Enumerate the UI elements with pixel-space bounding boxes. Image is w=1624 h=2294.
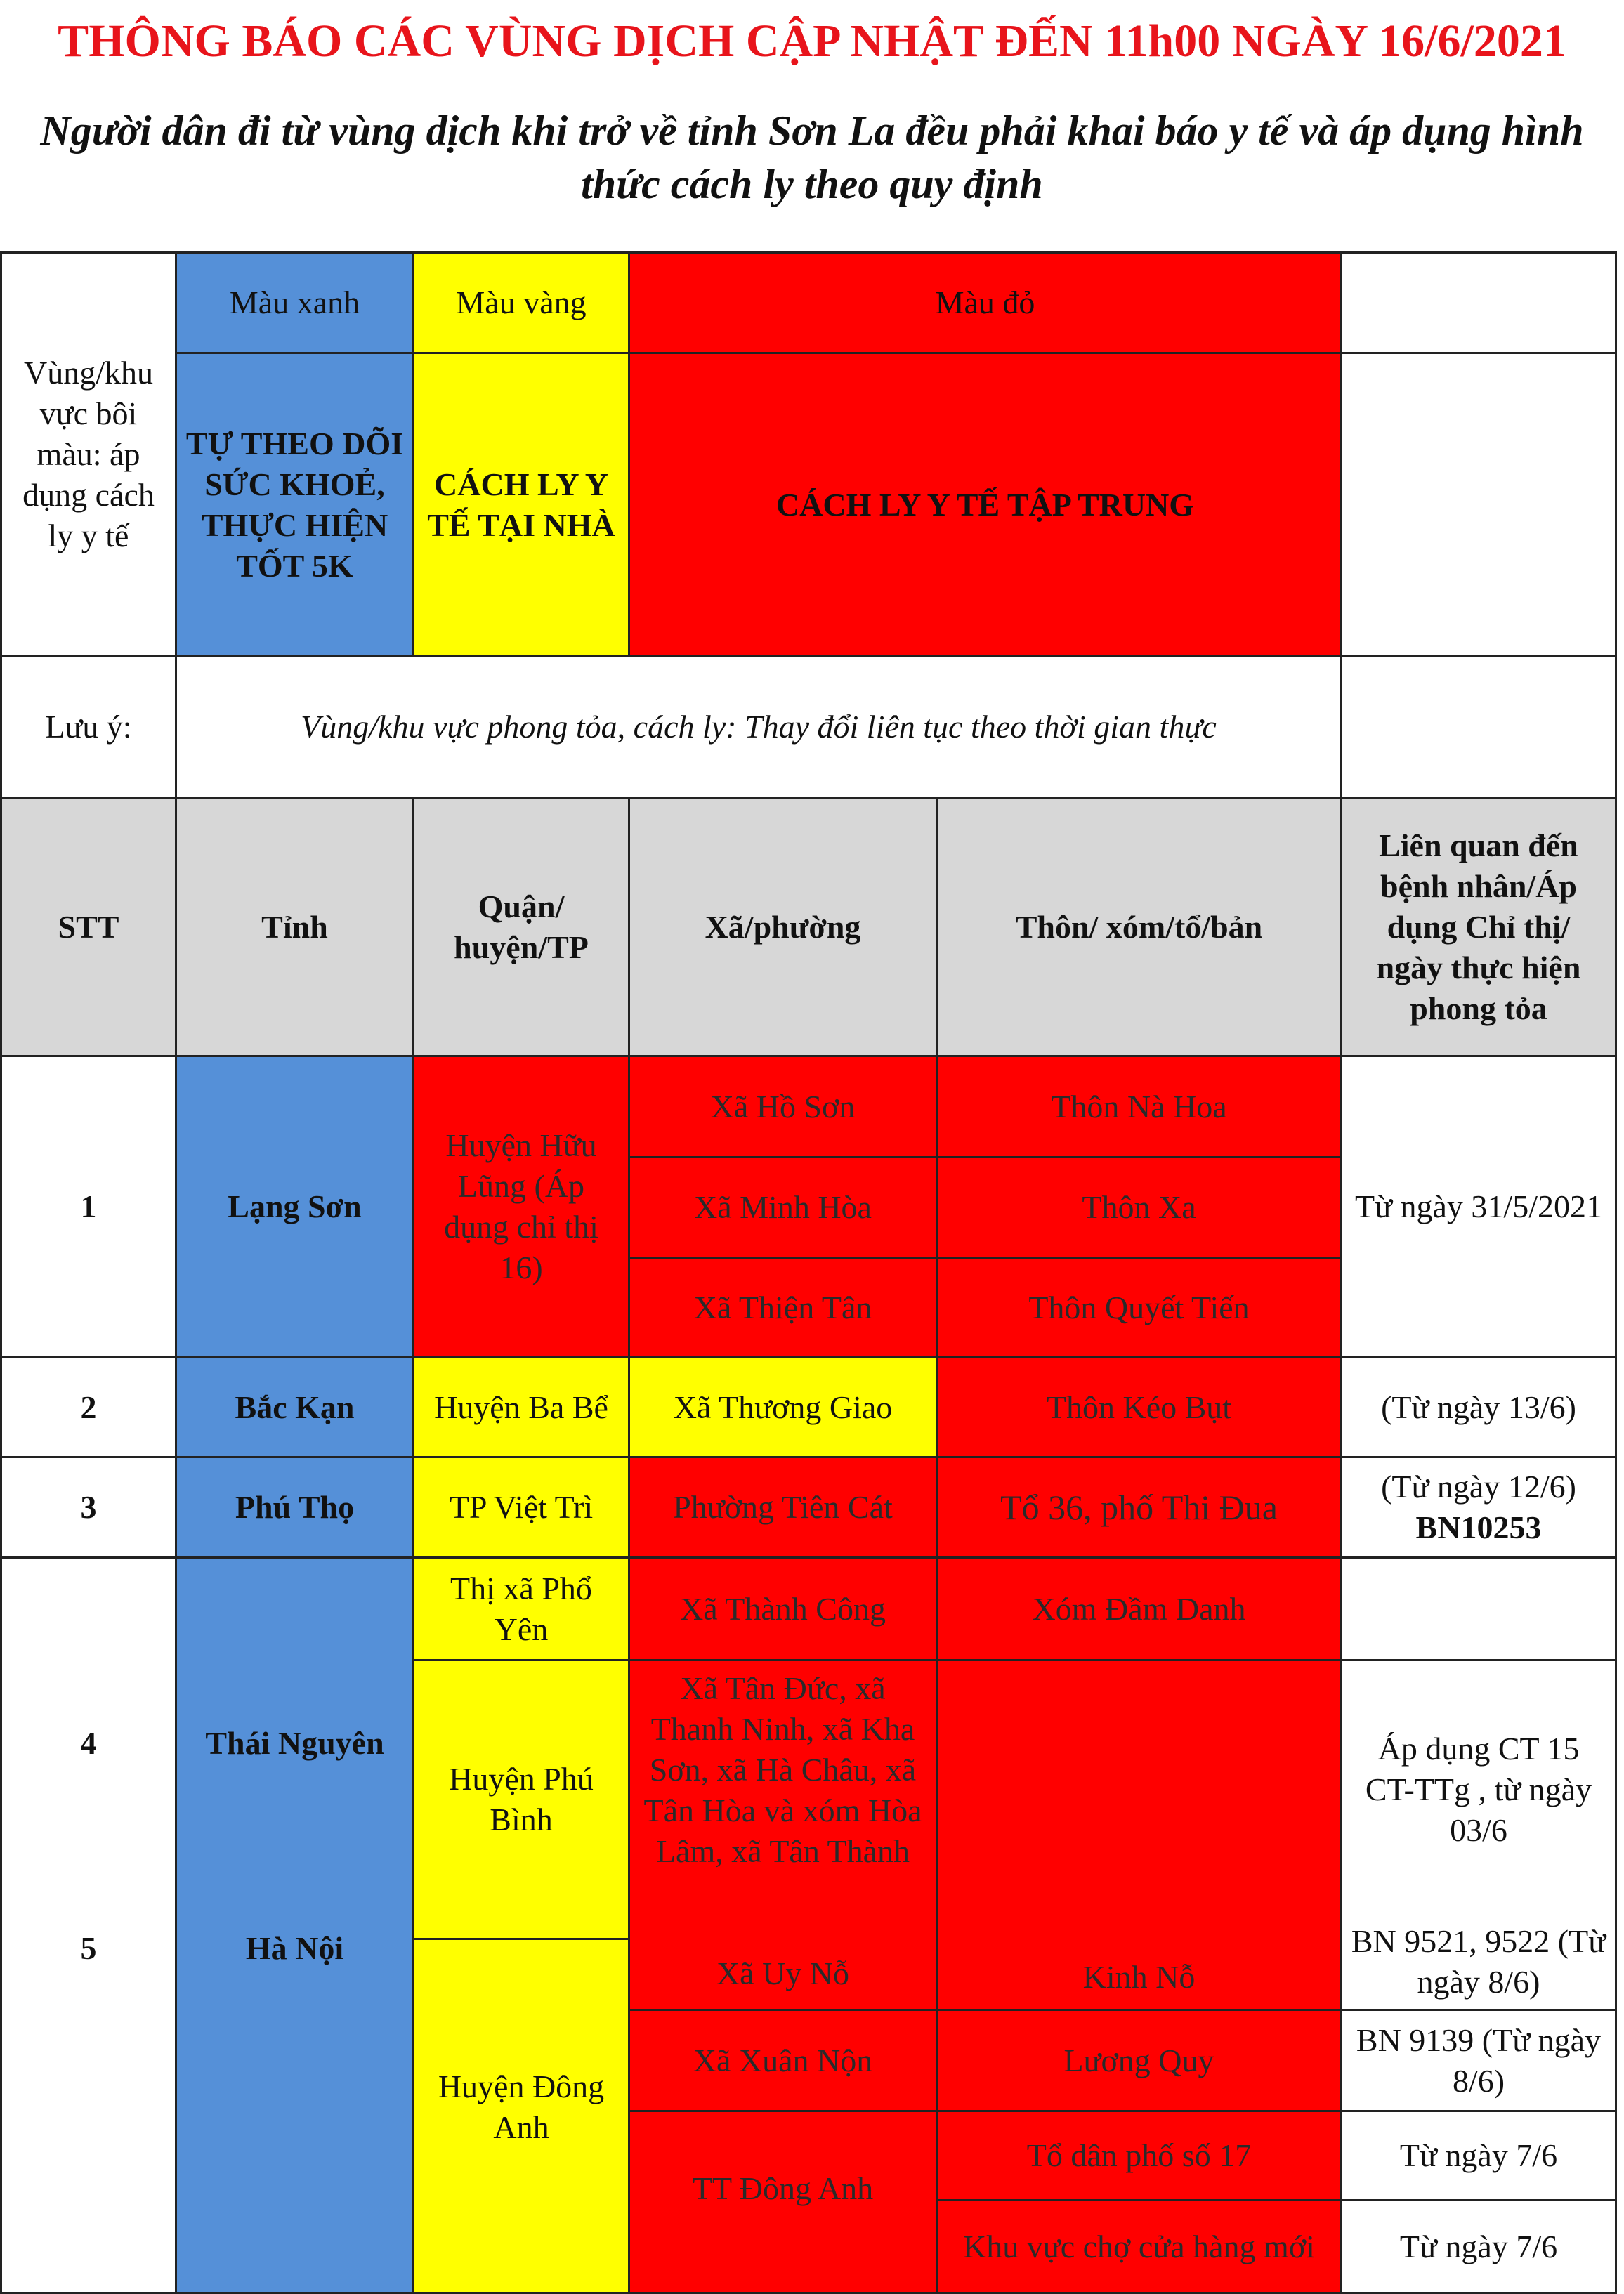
row5-related-4: Từ ngày 7/6: [1340, 2199, 1617, 2294]
row2-commune: Xã Thương Giao: [628, 1356, 938, 1458]
row2-village: Thôn Kéo Bụt: [936, 1356, 1342, 1458]
row5-related-3: Từ ngày 7/6: [1340, 2110, 1617, 2201]
row1-commune-1: Xã Hồ Sơn: [628, 1055, 938, 1158]
row4-related-b: [1340, 1659, 1617, 2011]
row4-related-text: Áp dụng CT 15 CT-TTg , từ ngày 03/6: [1365, 1731, 1592, 1848]
row2-district: Huyện Ba Bể: [412, 1356, 630, 1458]
row1-district: Huyện Hữu Lũng (Áp dụng chỉ thị 16): [412, 1055, 630, 1358]
legend-green-action: TỰ THEO DÕI SỨC KHOẺ, THỰC HIỆN TỐT 5K: [175, 352, 414, 657]
row5-village-4: Khu vực chợ cửa hàng mới: [936, 2199, 1342, 2294]
row5-related-2: BN 9139 (Từ ngày 8/6): [1340, 2009, 1617, 2112]
row5-commune-3: TT Đông Anh: [628, 2110, 938, 2294]
page-title: THÔNG BÁO CÁC VÙNG DỊCH CẬP NHẬT ĐẾN 11h00 NGÀY 16/6/2021: [58, 15, 1566, 67]
row1-village-1: Thôn Nà Hoa: [936, 1055, 1342, 1158]
row4-village-a: Xóm Đầm Danh: [936, 1556, 1342, 1661]
row5-province: Hà Nội: [245, 1930, 344, 1966]
row45-village-merged: [936, 1659, 1342, 2011]
legend-row-label: Vùng/khu vực bôi màu: áp dụng cách ly y tế: [0, 251, 177, 657]
row1-village-2: Thôn Xa: [936, 1156, 1342, 1259]
row5-commune-2: Xã Xuân Nộn: [628, 2009, 938, 2112]
legend-empty-cell: [1340, 251, 1617, 354]
row5-village-2: Lương Quy: [936, 2009, 1342, 2112]
row1-commune-2: Xã Minh Hòa: [628, 1156, 938, 1259]
row5-commune-1: Xã Uy Nỗ: [628, 1938, 938, 2011]
legend-red-label: Màu đỏ: [628, 251, 1342, 354]
header-village: Thôn/ xóm/tổ/bản: [936, 797, 1342, 1057]
note-label: Lưu ý:: [0, 655, 177, 799]
row3-province: Phú Thọ: [175, 1456, 414, 1559]
row1-province: Lạng Sơn: [175, 1055, 414, 1358]
row3-related-text: [1351, 1467, 1606, 1548]
row2-province: Bắc Kạn: [175, 1356, 414, 1458]
row3-district: TP Việt Trì: [412, 1456, 630, 1559]
legend-red-action: CÁCH LY Y TẾ TẬP TRUNG: [628, 352, 1342, 657]
row4-province: Thái Nguyên: [205, 1725, 384, 1761]
row1-stt: 1: [0, 1055, 177, 1358]
note-text: Vùng/khu vực phong tỏa, cách ly: Thay đổi liên tục theo thời gian thực: [175, 655, 1342, 799]
row45-province: [175, 1556, 414, 2294]
header-commune: Xã/phường: [628, 797, 938, 1057]
row2-stt: 2: [0, 1356, 177, 1458]
row4-district-a: Thị xã Phổ Yên: [412, 1556, 630, 1661]
row4-stt: 4: [80, 1725, 97, 1761]
row5-village-3: Tổ dân phố số 17: [936, 2110, 1342, 2201]
legend-green-label: Màu xanh: [175, 251, 414, 354]
row1-related: Từ ngày 31/5/2021: [1340, 1055, 1617, 1358]
row4-commune-a: Xã Thành Công: [628, 1556, 938, 1661]
row4-related-a: [1340, 1556, 1617, 1661]
header-stt: STT: [0, 797, 177, 1057]
row45-stt: [0, 1556, 177, 2294]
row1-commune-3: Xã Thiện Tân: [628, 1257, 938, 1358]
row5-village-1: Kinh Nỗ: [1082, 1959, 1196, 1995]
row4-district-b: Huyện Phú Bình: [412, 1659, 630, 1940]
note-empty-cell: [1340, 655, 1617, 799]
legend-yellow-action: CÁCH LY Y TẾ TẠI NHÀ: [412, 352, 630, 657]
row2-related: (Từ ngày 13/6): [1340, 1356, 1617, 1458]
row1-village-3: Thôn Quyết Tiến: [936, 1257, 1342, 1358]
row3-village: Tổ 36, phố Thi Đua: [936, 1456, 1342, 1559]
row5-district: Huyện Đông Anh: [412, 1938, 630, 2294]
row3-commune: Phường Tiên Cát: [628, 1456, 938, 1559]
row3-stt: 3: [0, 1456, 177, 1559]
row4-commune-b: Xã Tân Đức, xã Thanh Ninh, xã Kha Sơn, xã Hà Châu, xã Tân Hòa và xóm Hòa Lâm, xã Tân Thành: [628, 1659, 938, 1940]
row5-stt: 5: [80, 1930, 97, 1966]
header-district: Quận/ huyện/TP: [412, 797, 630, 1057]
row3-related-patient: BN10253: [1415, 1509, 1542, 1545]
header-related: Liên quan đến bệnh nhân/Áp dụng Chỉ thị/ ngày thực hiện phong tỏa: [1340, 797, 1617, 1057]
legend-empty-cell: [1340, 352, 1617, 657]
row5-related-1: BN 9521, 9522 (Từ ngày 8/6): [1351, 1923, 1606, 2000]
legend-yellow-label: Màu vàng: [412, 251, 630, 354]
row3-related-date: (Từ ngày 12/6): [1381, 1469, 1576, 1505]
header-province: Tỉnh: [175, 797, 414, 1057]
row3-related: [1340, 1456, 1617, 1559]
page-subtitle: Người dân đi từ vùng dịch khi trở về tỉnh Sơn La đều phải khai báo y tế và áp dụng hình thức cách ly theo quy định: [40, 107, 1584, 207]
